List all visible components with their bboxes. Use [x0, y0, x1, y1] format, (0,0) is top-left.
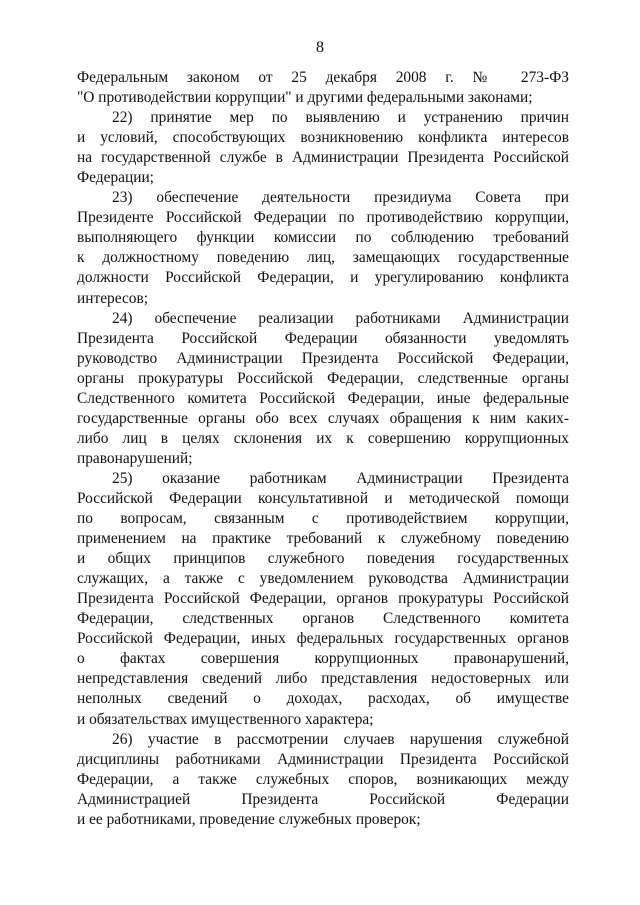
- paragraph: [77, 68, 569, 108]
- text-line: 25) оказание работникам Администрации Президента: [112, 469, 569, 487]
- text-line: Президента Российской Федерации, органов прокуратуры Российской: [77, 590, 569, 608]
- text-line: Федерации, следственных органов Следственного комитета: [77, 610, 569, 628]
- paragraph: [77, 309, 569, 469]
- text-line: 24) обеспечение реализации работниками Администрации: [112, 309, 569, 327]
- text-line: Следственного комитета Российской Федерации, иные федеральные: [77, 389, 569, 407]
- text-line: и общих принципов служебного поведения государственных: [77, 550, 569, 568]
- text-line: о фактах совершения коррупционных правонарушений,: [77, 650, 569, 668]
- text-line: на государственной службе в Администрации Президента Российской: [77, 149, 569, 167]
- text-line: дисциплины работниками Администрации Президента Российской: [77, 750, 569, 768]
- text-line: и обязательствах имущественного характера;: [77, 710, 374, 728]
- paragraph: [77, 108, 569, 188]
- text-line: правонарушений;: [77, 449, 193, 467]
- text-line: и условий, способствующих возникновению конфликта интересов: [77, 129, 569, 147]
- text-line: Президента Российской Федерации обязанности уведомлять: [77, 329, 569, 347]
- text-line: либо лиц в целях склонения их к совершению коррупционных: [77, 429, 569, 447]
- text-line: государственные органы обо всех случаях обращения к ним каких-: [77, 409, 569, 427]
- page-number: 8: [316, 39, 324, 56]
- text-line: неполных сведений о доходах, расходах, об имуществе: [77, 690, 569, 708]
- text-line: Федеральным законом от 25 декабря 2008 г. № 273-ФЗ: [77, 69, 569, 86]
- text-line: 26) участие в рассмотрении случаев нарушения служебной: [112, 730, 569, 748]
- text-line: непредставления сведений либо представления недостоверных или: [77, 670, 569, 688]
- text-line: выполняющего функции комиссии по соблюдению требований: [77, 229, 569, 247]
- text-line: служащих, а также с уведомлением руководства Администрации: [77, 570, 569, 588]
- text-line: и ее работниками, проведение служебных проверок;: [77, 810, 421, 828]
- text-line: применением на практике требований к служебному поведению: [77, 530, 569, 548]
- text-line: Федерации;: [77, 169, 154, 187]
- text-line: к должностному поведению лиц, замещающих государственные: [77, 249, 569, 267]
- paragraph: [77, 188, 569, 308]
- text-line: Президенте Российской Федерации по противодействию коррупции,: [77, 209, 569, 227]
- paragraph: [77, 730, 569, 830]
- text-line: 23) обеспечение деятельности президиума Совета при: [112, 189, 569, 207]
- text-line: руководство Администрации Президента Российской Федерации,: [77, 349, 569, 367]
- text-line: должности Российской Федерации, и урегулированию конфликта: [77, 269, 569, 287]
- text-line: "О противодействии коррупции" и другими федеральными законами;: [77, 89, 533, 107]
- text-line: Администрацией Президента Российской Федерации: [77, 790, 569, 808]
- text-line: по вопросам, связанным с противодействием коррупции,: [77, 510, 569, 528]
- text-line: Российской Федерации, иных федеральных государственных органов: [77, 630, 569, 648]
- text-line: 22) принятие мер по выявлению и устранению причин: [112, 109, 569, 127]
- text-line: Федерации, а также служебных споров, возникающих между: [77, 770, 569, 788]
- document-body: [77, 68, 569, 830]
- text-line: интересов;: [77, 289, 149, 307]
- text-line: Российской Федерации консультативной и методической помощи: [77, 489, 569, 507]
- text-line: органы прокуратуры Российской Федерации, следственные органы: [77, 369, 569, 387]
- paragraph: [77, 469, 569, 730]
